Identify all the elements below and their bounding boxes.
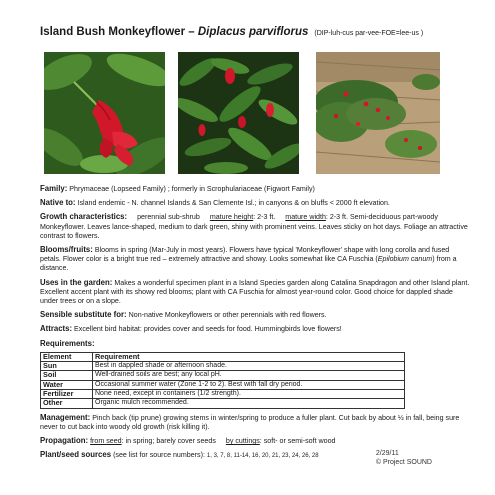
mature-width-label: mature width	[285, 213, 326, 222]
propagation-seed-label: from seed	[90, 437, 122, 446]
requirements-label: Requirements:	[40, 338, 95, 348]
requirements-header-row	[41, 352, 405, 361]
blooms-text-after: ) from a distance.	[40, 255, 457, 273]
photo-flower-closeup	[44, 52, 165, 174]
uses-label: Uses in the garden:	[40, 277, 113, 287]
growth-label: Growth characteristics:	[40, 212, 128, 222]
family-label: Family:	[40, 184, 68, 193]
attracts-section	[40, 324, 472, 334]
blooms-text: Blooms in spring (Mar-July in most years). Flowers have typical 'Monkeyflower' shape with long corolla and fused petals. Flower color is a bright true red – extremely attractive and showy. Looks somewhat like CA Fuschia (	[40, 246, 450, 264]
mature-height-value: : 2-3 ft.	[253, 213, 276, 222]
growth-habit: perennial sub-shrub	[137, 213, 200, 222]
mature-width-value: : 2-3 ft.	[325, 213, 348, 222]
footer-date: 2/29/11	[375, 450, 399, 458]
table-row	[41, 371, 405, 380]
element-cell: Fertilizer	[41, 390, 93, 399]
management-section	[40, 413, 472, 432]
element-cell: Other	[41, 399, 93, 408]
requirement-cell: Best in dappled shade or afternoon shade.	[93, 362, 405, 371]
page-title	[40, 22, 480, 40]
propagation-seed-text: : in spring; barely cover seeds	[121, 437, 216, 446]
family-text: Phrymaceae (Lopseed Family) ; formerly in Scrophulariaceae (Figwort Family)	[69, 185, 315, 193]
footer-block	[376, 450, 432, 467]
plant-foliage-image	[178, 52, 299, 174]
requirements-section	[40, 339, 472, 409]
element-cell: Sun	[41, 362, 93, 371]
element-cell: Soil	[41, 371, 93, 380]
growth-text: Semi-deciduous part-woody Monkeyflower. Leaves lance-shaped, medium to dark green, shiny with prominent veins. Leaves sticky on hot days. Foliage an attractive contrast to flowers.	[40, 213, 468, 240]
management-label: Management:	[40, 412, 91, 422]
sources-label: Plant/seed sources	[40, 450, 112, 460]
element-cell: Water	[41, 380, 93, 389]
propagation-cuttings-text: : soft- or semi-soft wood	[259, 437, 336, 446]
propagation-cuttings-label: by cuttings	[225, 437, 260, 446]
plant-info-content	[40, 180, 472, 466]
garden-planting-image	[316, 52, 440, 174]
growth-section	[40, 212, 472, 241]
native-label: Native to:	[40, 198, 76, 208]
sources-section	[40, 450, 472, 466]
table-row	[41, 390, 405, 399]
requirement-cell: Organic mulch recommended.	[93, 399, 405, 408]
native-section	[40, 198, 472, 208]
substitute-label: Sensible substitute for:	[40, 310, 127, 320]
substitute-text: Non-native Monkeyflowers or other perennials with red flowers.	[128, 311, 327, 320]
blooms-italic: Epilobium canum	[377, 255, 433, 264]
attracts-label: Attracts:	[40, 324, 73, 334]
photo-garden-planting	[316, 52, 440, 174]
native-text: Island endemic - N. channel Islands & San Clemente Isl.; in canyons & on bluffs < 2000 ft elevation.	[77, 199, 390, 208]
title-latin-name: Diplacus parviflorus	[197, 26, 309, 38]
flower-closeup-image	[44, 52, 165, 174]
attracts-text: Excellent bird habitat: provides cover and seeds for food. Hummingbirds love flowers!	[74, 325, 342, 334]
title-common-name: Island Bush Monkeyflower	[40, 26, 186, 38]
photo-plant-foliage	[178, 52, 299, 174]
table-row	[41, 399, 405, 408]
mature-height-label: mature height	[209, 213, 254, 222]
sources-numbers: 1, 3, 7, 8, 11-14, 16, 20, 21, 23, 24, 26, 28	[206, 453, 319, 460]
table-row	[41, 362, 405, 371]
sources-note: (see list for source numbers):	[113, 451, 205, 460]
header-requirement: Requirement	[93, 352, 405, 361]
blooms-section	[40, 245, 472, 274]
title-pronunciation: (DIP-luh-cus par-vee-FOE=lee-us )	[314, 30, 424, 37]
requirement-cell: Occasional summer water (Zone 1-2 to 2). Best with fall dry period.	[93, 380, 405, 389]
requirements-table	[40, 352, 405, 409]
propagation-section	[40, 436, 472, 446]
table-row	[41, 380, 405, 389]
header-element: Element	[41, 352, 93, 361]
footer-credit: © Project SOUND	[375, 458, 432, 466]
propagation-label: Propagation:	[40, 436, 89, 446]
uses-text: Makes a wonderful specimen plant in a Island Species garden along Catalina Snapdragon and other Island plant. Excellent accent plant with its showy red blooms; plant with CA Fuschia for almost year-round color. Good choice for dappled shade under trees or on a slope.	[40, 278, 470, 306]
management-text: Pinch back (tip prune) growing stems in winter/spring to produce a fuller plant. Cut back by about ½ in fall, being sure never to cut back into woody old growth (risk killing it).	[40, 413, 460, 431]
family-section	[40, 184, 472, 194]
title-dash: –	[185, 26, 198, 38]
uses-section	[40, 278, 472, 307]
requirement-cell: None need, except in containers (1/2 strength).	[93, 390, 405, 399]
substitute-section	[40, 310, 472, 320]
blooms-label: Blooms/fruits:	[40, 245, 93, 255]
requirement-cell: Well-drained soils are best; any local pH.	[93, 371, 405, 380]
